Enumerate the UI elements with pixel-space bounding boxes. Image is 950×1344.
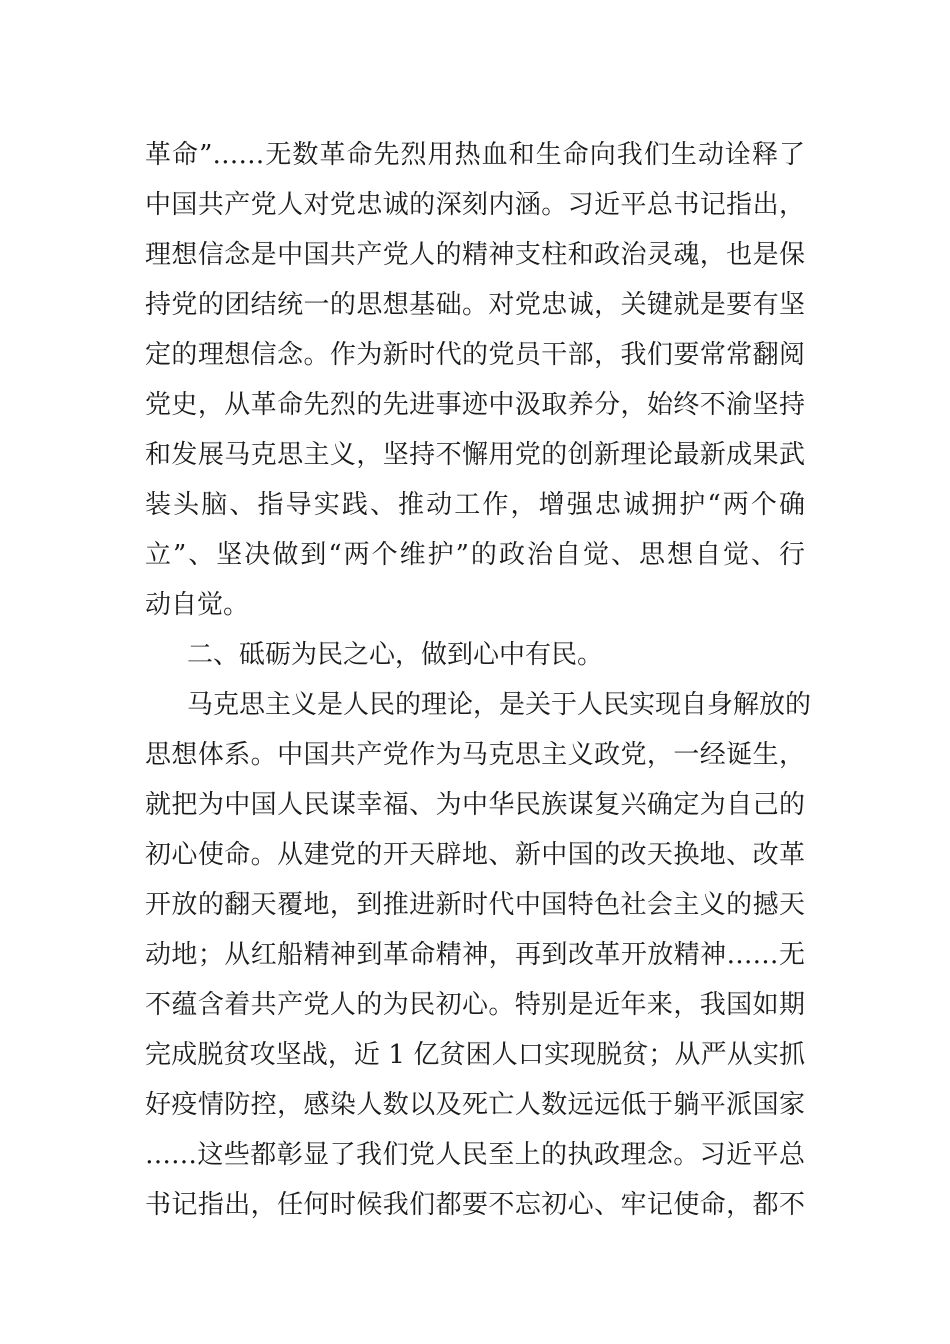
text-line: 装头脑、指导实践、推动工作，增强忠诚拥护“两个确 (145, 490, 805, 520)
text-line: 初心使命。从建党的开天辟地、新中国的改天换地、改革 (145, 840, 805, 870)
text-line: 动地；从红船精神到革命精神，再到改革开放精神……无 (145, 940, 805, 970)
text-line: 不蕴含着共产党人的为民初心。特别是近年来，我国如期 (145, 990, 805, 1020)
text-line: 动自觉。 (145, 590, 250, 620)
text-line: 持党的团结统一的思想基础。对党忠诚，关键就是要有坚 (145, 290, 805, 320)
text-line: 书记指出，任何时候我们都要不忘初心、牢记使命，都不 (145, 1190, 805, 1220)
text-line: 中国共产党人对党忠诚的深刻内涵。习近平总书记指出， (145, 190, 805, 220)
text-line: 马克思主义是人民的理论，是关于人民实现自身解放的 (187, 690, 812, 720)
section-heading (145, 630, 805, 680)
text-line: 思想体系。中国共产党作为马克思主义政党，一经诞生， (145, 740, 805, 770)
text-line: 开放的翻天覆地，到推进新时代中国特色社会主义的撼天 (145, 890, 805, 920)
text-line: 好疫情防控，感染人数以及死亡人数远远低于躺平派国家 (145, 1090, 805, 1120)
paragraph-1 (145, 130, 805, 630)
text-line: 定的理想信念。作为新时代的党员干部，我们要常常翻阅 (145, 340, 805, 370)
text-line: ……这些都彰显了我们党人民至上的执政理念。习近平总 (145, 1140, 805, 1170)
text-line: 理想信念是中国共产党人的精神支柱和政治灵魂，也是保 (145, 240, 805, 270)
text-line: 革命”……无数革命先烈用热血和生命向我们生动诠释了 (145, 140, 805, 170)
paragraph-3 (145, 680, 812, 1230)
body-text (145, 130, 812, 1230)
heading-line: 二、砥砺为民之心，做到心中有民。 (187, 640, 604, 670)
text-line: 立”、坚决做到“两个维护”的政治自觉、思想自觉、行 (145, 540, 805, 570)
text-line: 完成脱贫攻坚战，近 1 亿贫困人口实现脱贫；从严从实抓 (145, 1040, 805, 1070)
text-line: 就把为中国人民谋幸福、为中华民族谋复兴确定为自己的 (145, 790, 805, 820)
text-line: 和发展马克思主义，坚持不懈用党的创新理论最新成果武 (145, 440, 805, 470)
text-line: 党史，从革命先烈的先进事迹中汲取养分，始终不渝坚持 (145, 390, 805, 420)
